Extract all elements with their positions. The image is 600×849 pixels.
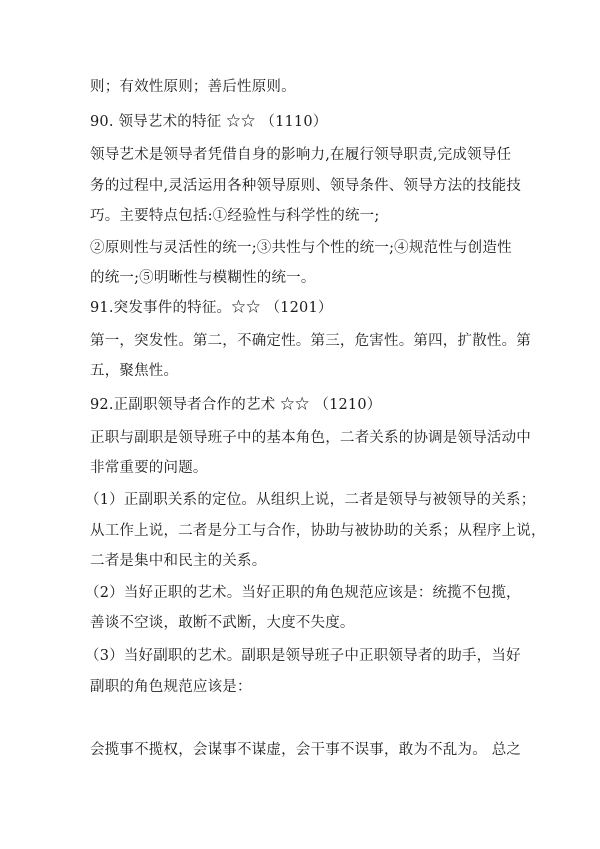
text-line: （3）当好副职的艺术。副职是领导班子中正职领导者的助手，当好 (85, 648, 521, 664)
text-line: 从工作上说，二者是分工与合作，协助与被协助的关系；从程序上说， (90, 523, 546, 539)
text-line: （2）当好正职的艺术。当好正职的角色规范应该是：统揽不包揽， (85, 585, 521, 601)
text-line: 五，聚焦性。 (90, 363, 179, 379)
text-line: 务的过程中,灵活运用各种领导原则、领导条件、领导方法的技能技 (90, 178, 522, 194)
text-line: 的统一;⑤明晰性与模糊性的统一。 (90, 270, 316, 286)
text-line: 则；有效性原则；善后性原则。 (90, 79, 296, 95)
text-line: 领导艺术是领导者凭借自身的影响力,在履行领导职责,完成领导任 (90, 147, 512, 163)
text-line: （1）正副职关系的定位。从组织上说，二者是领导与被领导的关系； (85, 492, 536, 508)
text-line: 会揽事不揽权，会谋事不谋虚，会干事不误事，敢为不乱为。 总之 (90, 742, 522, 758)
section-heading-92: 92.正副职领导者合作的艺术 ☆☆ （1210） (90, 397, 382, 413)
section-heading-90: 90. 领导艺术的特征 ☆☆ （1110） (90, 114, 328, 130)
text-line: 正职与副职是领导班子中的基本角色，二者关系的协调是领导活动中 (90, 430, 531, 446)
text-line: 非常重要的问题。 (90, 460, 208, 476)
text-line: 善谈不空谈，敢断不武断，大度不失度。 (90, 615, 355, 631)
section-heading-91: 91.突发事件的特征。☆☆ （1201） (90, 300, 333, 316)
text-line: 副职的角色规范应该是： (90, 679, 252, 695)
text-line: ②原则性与灵活性的统一;③共性与个性的统一;④规范性与创造性 (90, 240, 512, 256)
text-line: 第一，突发性。第二，不确定性。第三，危害性。第四，扩散性。第 (90, 333, 531, 349)
text-line: 巧。主要特点包括:①经验性与科学性的统一; (90, 208, 380, 224)
text-line: 二者是集中和民主的关系。 (90, 553, 267, 569)
